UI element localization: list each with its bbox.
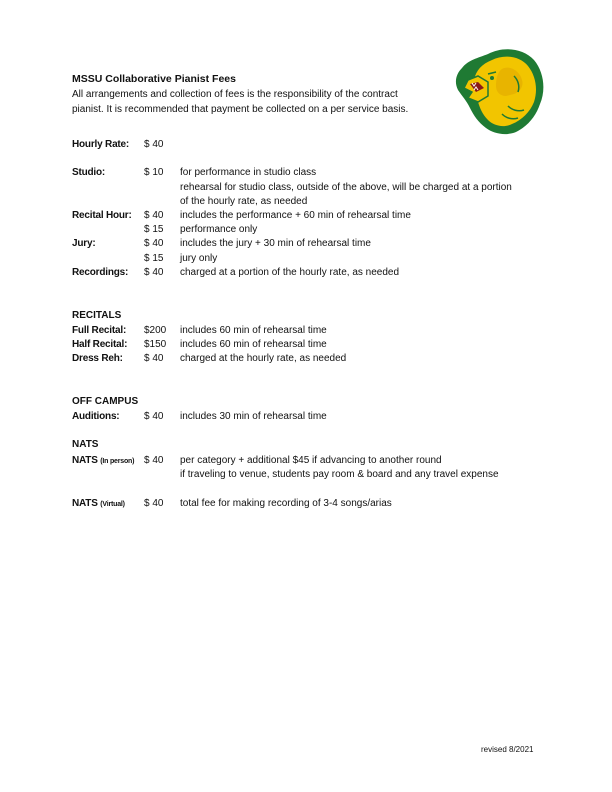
nats-heading: NATS — [72, 439, 99, 450]
jury-label: Jury: — [72, 238, 96, 249]
recital-hour-desc-2: performance only — [180, 224, 258, 235]
jury-desc: includes the jury + 30 min of rehearsal time — [180, 238, 371, 249]
auditions-label: Auditions: — [72, 411, 120, 422]
dress-reh-label: Dress Reh: — [72, 353, 123, 364]
nats-in-person-qualifier: (In person) — [100, 458, 135, 465]
recital-hour-label: Recital Hour: — [72, 210, 132, 221]
dress-reh-desc: charged at the hourly rate, as needed — [180, 353, 347, 364]
recital-hour-desc: includes the performance + 60 min of rehearsal time — [180, 210, 411, 221]
intro-line-1: All arrangements and collection of fees is the responsibility of the contract — [72, 89, 398, 100]
studio-amount: $ 10 — [144, 167, 164, 178]
nats-in-person-desc-1: per category + additional $45 if advancing to another round — [180, 455, 442, 466]
intro-line-2: pianist. It is recommended that payment be collected on a per service basis. — [72, 104, 409, 115]
nats-virtual-label: NATS (Virtual) — [72, 498, 125, 509]
jury-amount-2: $ 15 — [144, 253, 164, 264]
nats-virtual-amount: $ 40 — [144, 498, 164, 509]
jury-desc-2: jury only — [180, 253, 218, 264]
revised-date: revised 8/2021 — [481, 745, 534, 754]
hourly-rate-amount: $ 40 — [144, 139, 164, 150]
off-campus-heading: OFF CAMPUS — [72, 396, 139, 407]
recordings-desc: charged at a portion of the hourly rate, as needed — [180, 267, 400, 278]
nats-virtual-desc: total fee for making recording of 3-4 songs/arias — [180, 498, 392, 509]
recordings-label: Recordings: — [72, 267, 129, 278]
nats-in-person-amount: $ 40 — [144, 455, 164, 466]
recitals-heading: RECITALS — [72, 310, 122, 321]
document-title: MSSU Collaborative Pianist Fees — [72, 73, 236, 85]
auditions-amount: $ 40 — [144, 411, 164, 422]
full-recital-amount: $200 — [144, 325, 167, 336]
auditions-desc: includes 30 min of rehearsal time — [180, 411, 327, 422]
dress-reh-amount: $ 40 — [144, 353, 164, 364]
recordings-amount: $ 40 — [144, 267, 164, 278]
studio-desc-3: of the hourly rate, as needed — [180, 196, 308, 207]
recital-hour-amount: $ 40 — [144, 210, 164, 221]
full-recital-desc: includes 60 min of rehearsal time — [180, 325, 327, 336]
half-recital-label: Half Recital: — [72, 339, 128, 350]
recital-hour-amount-2: $ 15 — [144, 224, 164, 235]
half-recital-desc: includes 60 min of rehearsal time — [180, 339, 327, 350]
nats-in-person-desc-2: if traveling to venue, students pay room & board and any travel expense — [180, 469, 499, 480]
half-recital-amount: $150 — [144, 339, 167, 350]
studio-desc-1: for performance in studio class — [180, 167, 317, 178]
full-recital-label: Full Recital: — [72, 325, 127, 336]
hourly-rate-label: Hourly Rate: — [72, 139, 130, 150]
lion-head-mascot-icon — [448, 46, 546, 136]
nats-in-person-label: NATS (In person) — [72, 455, 135, 466]
nats-virtual-qualifier: (Virtual) — [100, 501, 125, 508]
jury-amount: $ 40 — [144, 238, 164, 249]
studio-desc-2: rehearsal for studio class, outside of the above, will be charged at a portion — [180, 182, 512, 193]
studio-label: Studio: — [72, 167, 106, 178]
